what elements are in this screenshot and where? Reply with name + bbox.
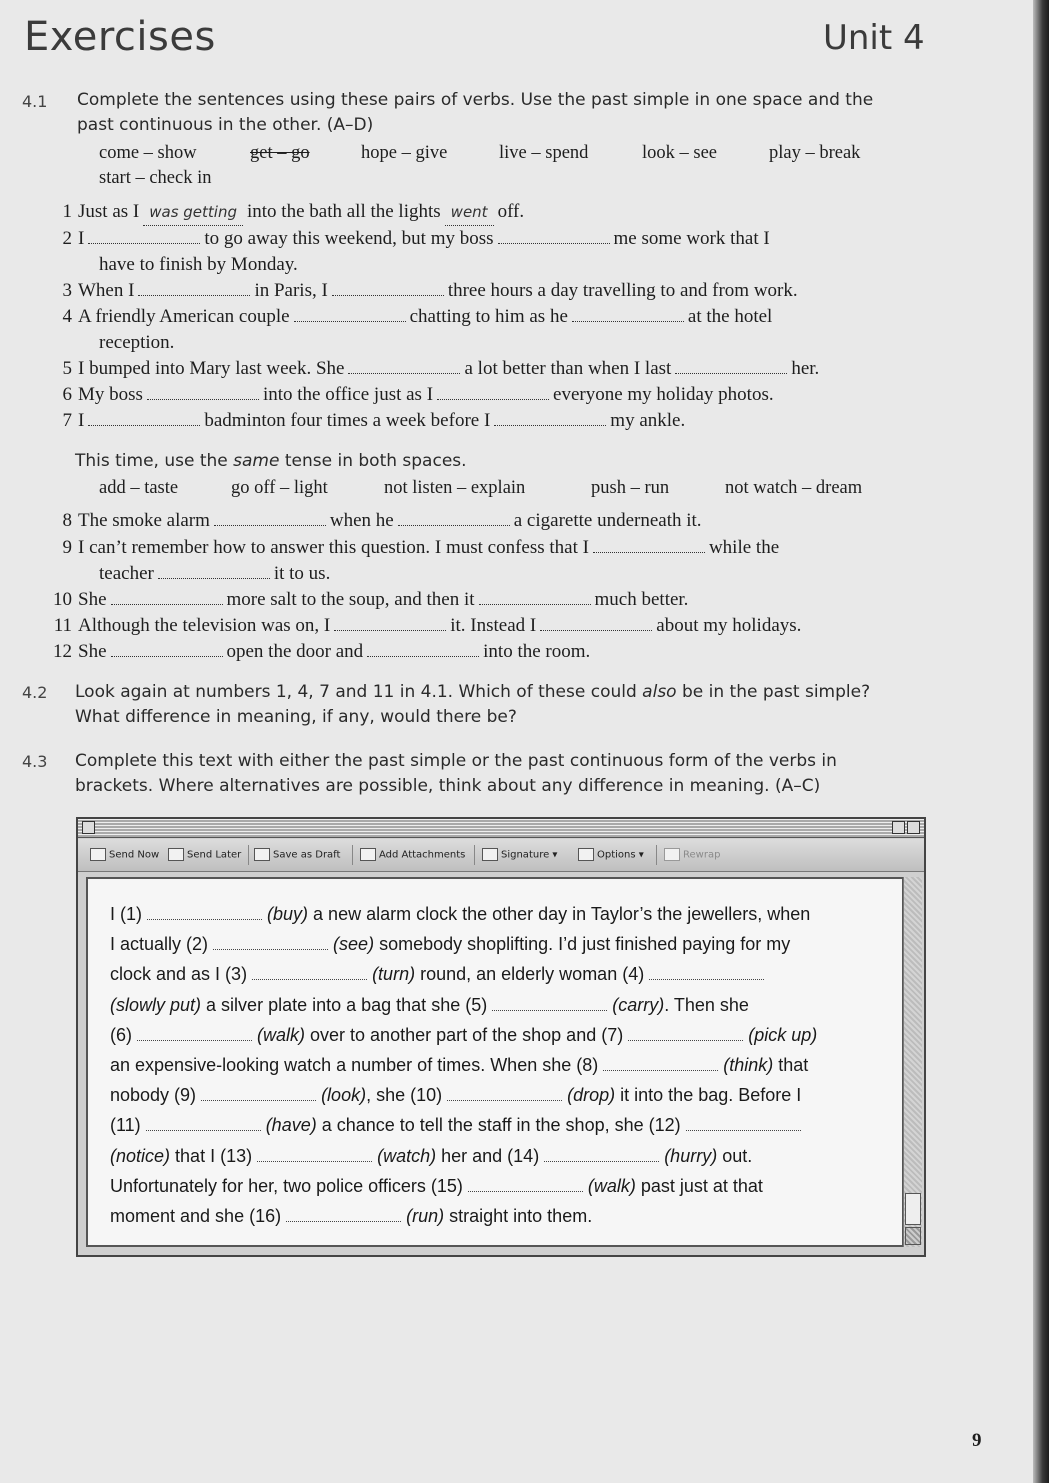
text-line: an expensive-looking watch a number of times. When she (8) (think) that xyxy=(110,1055,809,1076)
sentence-6: 6 My boss into the office just as I everyone my holiday photos. xyxy=(62,384,774,405)
page-title: Exercises xyxy=(24,14,216,60)
answer-example: was getting xyxy=(143,199,243,226)
answer-blank[interactable] xyxy=(213,935,328,950)
instruction-line: This time, use the same tense in both spaces. xyxy=(75,451,467,471)
signature-button[interactable]: Signature ▾ xyxy=(482,848,557,861)
collapse-box-icon[interactable] xyxy=(907,821,920,834)
text-line: (6) (walk) over to another part of the shop and (7) (pick up) xyxy=(110,1024,818,1045)
verb-pair: live – spend xyxy=(499,143,589,163)
answer-blank[interactable] xyxy=(540,615,652,631)
sentence-11: 11 Although the television was on, I it. Instead I about my holidays. xyxy=(53,615,802,636)
text-line: Unfortunately for her, two police officers (15) (walk) past just at that xyxy=(110,1175,763,1196)
instruction-line: past continuous in the other. (A–D) xyxy=(77,115,374,135)
answer-blank[interactable] xyxy=(111,589,223,605)
signature-pen-icon xyxy=(482,848,498,861)
toolbar-divider xyxy=(474,845,475,865)
answer-blank[interactable] xyxy=(468,1177,583,1192)
sentence-4: 4 A friendly American couple chatting to him as he at the hotel xyxy=(62,306,773,327)
email-window xyxy=(76,817,926,1257)
answer-blank[interactable] xyxy=(257,1147,372,1162)
answer-example: went xyxy=(445,199,494,226)
add-attachments-button[interactable]: Add Attachments xyxy=(360,848,465,861)
answer-blank[interactable] xyxy=(214,510,326,526)
rewrap-button[interactable]: Rewrap xyxy=(664,848,720,861)
answer-blank[interactable] xyxy=(686,1116,801,1131)
options-icon xyxy=(578,848,594,861)
toolbar-divider xyxy=(248,845,249,865)
exercise-number: 4.1 xyxy=(22,92,48,111)
save-draft-button[interactable]: Save as Draft xyxy=(254,848,340,861)
sentence-2-cont: have to finish by Monday. xyxy=(99,254,298,275)
verb-pair: look – see xyxy=(642,143,718,163)
instruction-line: What difference in meaning, if any, would there be? xyxy=(75,707,517,727)
text-line: I actually (2) (see) somebody shoplifting. I’d just finished paying for my xyxy=(110,934,791,955)
verb-pair: come – show xyxy=(99,143,197,163)
page-number: 9 xyxy=(972,1430,982,1451)
instruction-line: Complete the sentences using these pairs of verbs. Use the past simple in one space and the xyxy=(77,90,874,110)
send-later-icon xyxy=(168,848,184,861)
answer-blank[interactable] xyxy=(137,1026,252,1041)
sentence-9-cont: teacher it to us. xyxy=(99,563,331,584)
paperclip-icon xyxy=(360,848,376,861)
answer-blank[interactable] xyxy=(603,1056,718,1071)
send-now-button[interactable]: Send Now xyxy=(90,848,159,861)
answer-blank[interactable] xyxy=(158,563,270,579)
answer-blank[interactable] xyxy=(479,589,591,605)
email-toolbar xyxy=(78,839,924,872)
answer-blank[interactable] xyxy=(111,641,223,657)
answer-blank[interactable] xyxy=(138,280,250,296)
sentence-2: 2 I to go away this weekend, but my boss me some work that I xyxy=(62,228,770,249)
book-spine-shadow xyxy=(1033,0,1049,1483)
verb-pair: start – check in xyxy=(99,168,212,188)
verb-pair: not watch – dream xyxy=(725,478,863,498)
answer-blank[interactable] xyxy=(332,280,444,296)
answer-blank[interactable] xyxy=(147,384,259,400)
zoom-box-icon[interactable] xyxy=(892,821,905,834)
sentence-4-cont: reception. xyxy=(99,332,175,353)
toolbar-divider xyxy=(352,845,353,865)
verb-pair: hope – give xyxy=(361,143,448,163)
verb-pair: not listen – explain xyxy=(384,478,526,498)
answer-blank[interactable] xyxy=(437,384,549,400)
sentence-5: 5 I bumped into Mary last week. She a lot better than when I last her. xyxy=(62,358,820,379)
save-draft-icon xyxy=(254,848,270,861)
sentence-3: 3 When I in Paris, I three hours a day travelling to and from work. xyxy=(62,280,798,301)
answer-blank[interactable] xyxy=(334,615,446,631)
answer-blank[interactable] xyxy=(649,965,764,980)
text-line: (11) (have) a chance to tell the staff in the shop, she (12) xyxy=(110,1110,884,1140)
answer-blank[interactable] xyxy=(286,1207,401,1222)
verb-pair-crossed: get – go xyxy=(250,143,310,163)
answer-blank[interactable] xyxy=(146,1116,261,1131)
sentence-1: 1 Just as I was getting into the bath all the lights went off. xyxy=(50,199,524,226)
window-title-bar[interactable] xyxy=(78,819,924,838)
verb-pair: add – taste xyxy=(99,478,179,498)
answer-blank[interactable] xyxy=(294,306,406,322)
instruction-line: brackets. Where alternatives are possible, think about any difference in meaning. (A–C) xyxy=(75,776,821,796)
text-line: clock and as I (3) (turn) round, an elderly woman (4) xyxy=(110,959,884,989)
instruction-line: Complete this text with either the past simple or the past continuous form of the verbs in xyxy=(75,751,837,771)
unit-label: Unit 4 xyxy=(823,18,925,58)
text-line: nobody (9) (look), she (10) (drop) it into the bag. Before I xyxy=(110,1085,802,1106)
verb-pair: go off – light xyxy=(231,478,328,498)
sentence-10: 10 She more salt to the soup, and then it much better. xyxy=(53,589,689,610)
answer-blank[interactable] xyxy=(147,905,262,920)
sentence-7: 7 I badminton four times a week before I my ankle. xyxy=(62,410,686,431)
window-controls xyxy=(890,821,920,839)
sentence-9: 9 I can’t remember how to answer this question. I must confess that I while the xyxy=(62,537,780,558)
answer-blank[interactable] xyxy=(252,965,367,980)
answer-blank[interactable] xyxy=(498,228,610,244)
answer-blank[interactable] xyxy=(88,228,200,244)
text-line: I (1) (buy) a new alarm clock the other day in Taylor’s the jewellers, when xyxy=(110,904,811,924)
exercise-number: 4.2 xyxy=(22,683,48,702)
options-button[interactable]: Options ▾ xyxy=(578,848,644,861)
scroll-arrows-icon[interactable] xyxy=(905,1193,921,1225)
text-line: (notice) that I (13) (watch) her and (14) (hurry) out. xyxy=(110,1145,753,1166)
answer-blank[interactable] xyxy=(572,306,684,322)
exercise-number: 4.3 xyxy=(22,752,48,771)
instruction-line: Look again at numbers 1, 4, 7 and 11 in 4.1. Which of these could also be in the past simple? xyxy=(75,682,871,702)
answer-blank[interactable] xyxy=(494,410,606,426)
answer-blank[interactable] xyxy=(544,1147,659,1162)
toolbar-divider xyxy=(656,845,657,865)
send-now-icon xyxy=(90,848,106,861)
answer-blank[interactable] xyxy=(201,1086,316,1101)
answer-blank[interactable] xyxy=(367,641,479,657)
sentence-12: 12 She open the door and into the room. xyxy=(53,641,591,662)
rewrap-icon xyxy=(664,848,680,861)
close-box-icon[interactable] xyxy=(82,821,95,834)
send-later-button[interactable]: Send Later xyxy=(168,848,241,861)
answer-blank[interactable] xyxy=(398,510,510,526)
verb-pair: push – run xyxy=(591,478,670,498)
resize-grip-icon[interactable] xyxy=(905,1227,921,1245)
answer-blank[interactable] xyxy=(628,1026,743,1041)
answer-blank[interactable] xyxy=(593,537,705,553)
text-line: (slowly put) a silver plate into a bag that she (5) (carry). Then she xyxy=(110,994,749,1015)
answer-blank[interactable] xyxy=(348,358,460,374)
answer-blank[interactable] xyxy=(447,1086,562,1101)
text-line: moment and she (16) (run) straight into them. xyxy=(110,1206,593,1227)
answer-blank[interactable] xyxy=(88,410,200,426)
sentence-8: 8 The smoke alarm when he a cigarette underneath it. xyxy=(62,510,702,531)
answer-blank[interactable] xyxy=(492,996,607,1011)
email-body[interactable] xyxy=(86,877,904,1247)
verb-pair: play – break xyxy=(769,143,861,163)
vertical-scrollbar[interactable] xyxy=(903,877,922,1247)
answer-blank[interactable] xyxy=(675,358,787,374)
